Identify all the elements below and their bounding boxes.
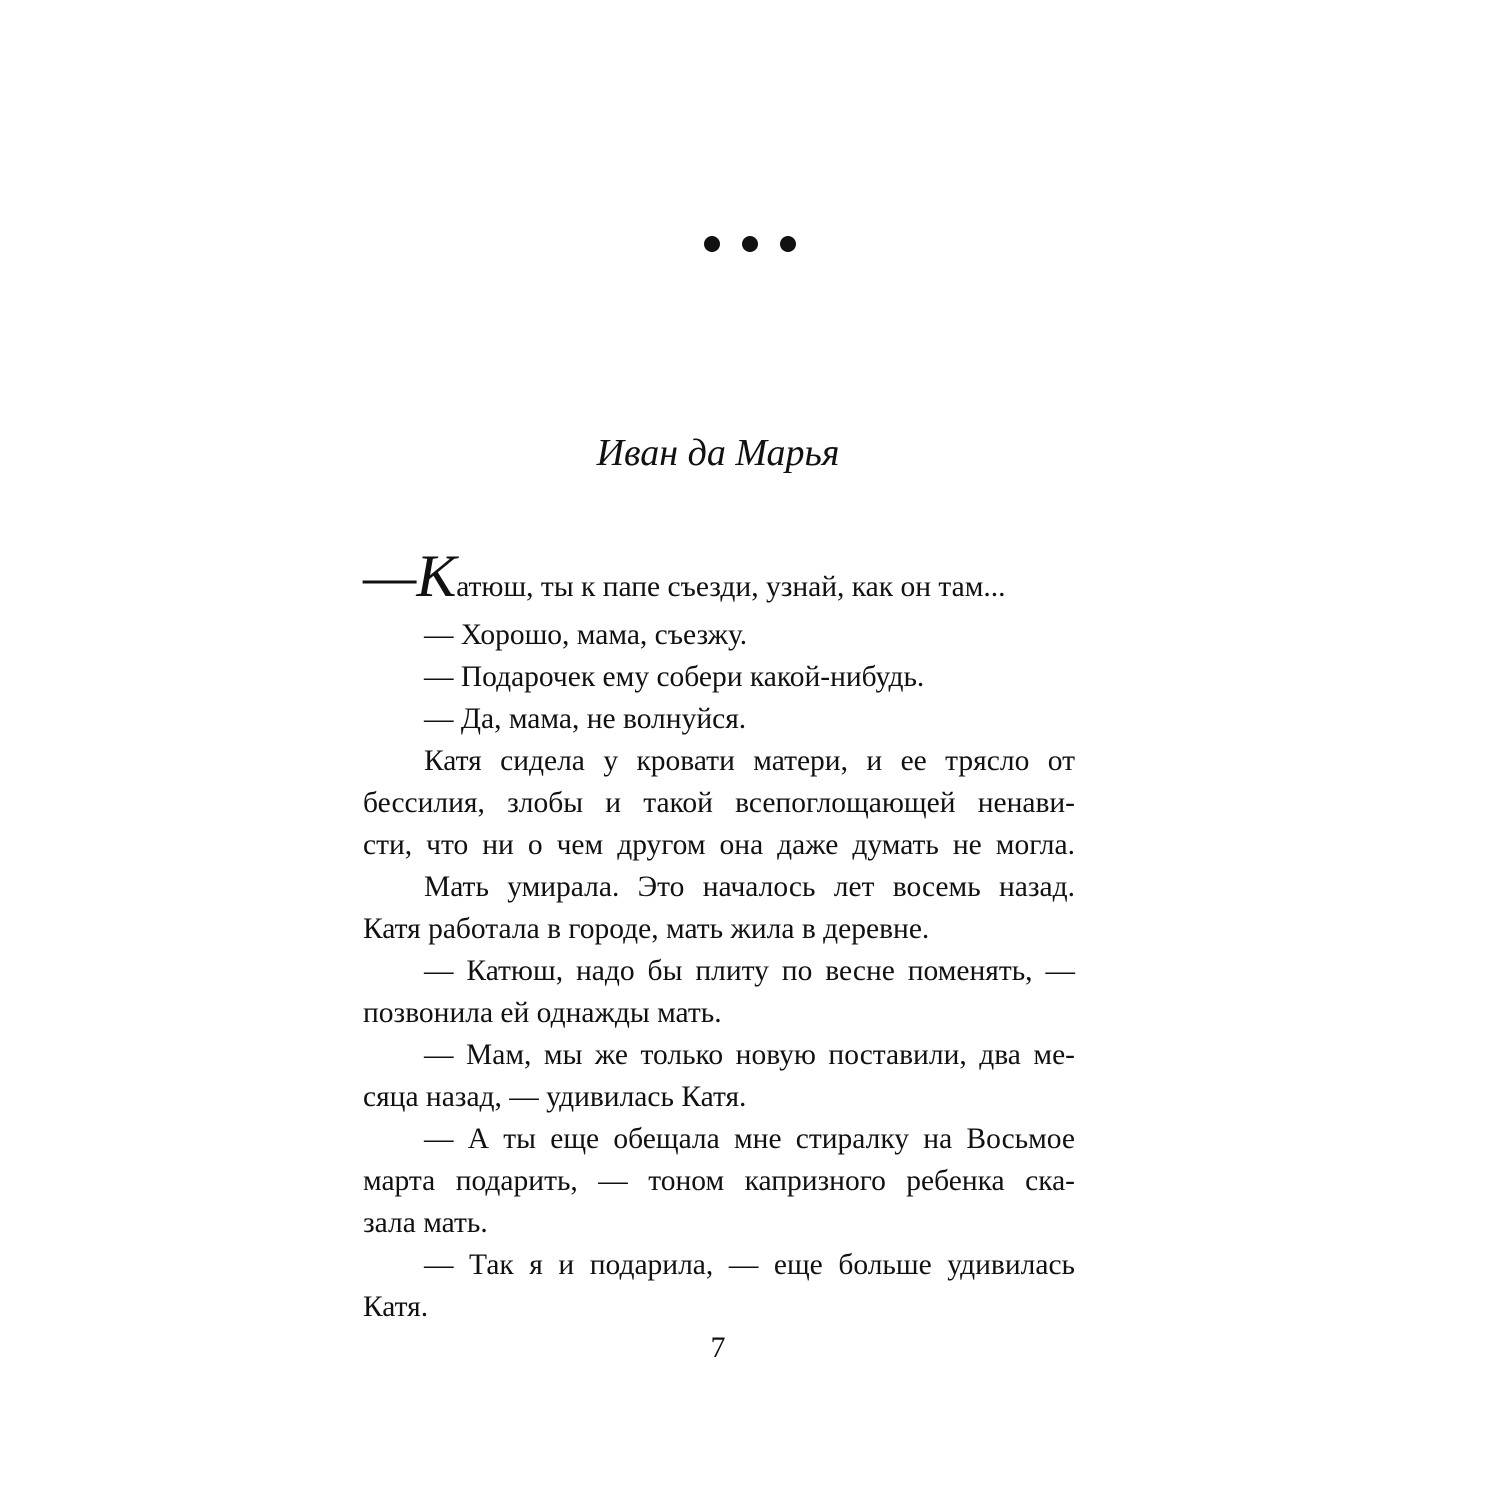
chapter-title: Иван да Марья xyxy=(596,432,840,474)
text-line-4: — Да, мама, не волнуйся. xyxy=(424,703,747,735)
ornament-dot-2 xyxy=(742,236,758,252)
text-line-11: позвонила ей однажды мать. xyxy=(363,997,722,1029)
drop-cap: —К xyxy=(363,543,457,609)
text-line-2: — Хорошо, мама, съезжу. xyxy=(424,619,748,651)
opening-line xyxy=(363,543,1075,614)
text-line-10: — Катюш, надо бы плиту по весне поменять, — xyxy=(424,955,1075,987)
section-ornament xyxy=(0,236,1500,252)
text-line-1: атюш, ты к папе съезди, узнай, как он там... xyxy=(456,571,1006,603)
text-line-6: бессилия, злобы и такой всепоглощающей ненави- xyxy=(363,787,1075,819)
ornament-dot-1 xyxy=(704,236,720,252)
text-line-8: Мать умирала. Это началось лет восемь назад. xyxy=(424,871,1075,903)
text-line-18: Катя. xyxy=(363,1291,429,1323)
text-line-13: сяца назад, — удивилась Катя. xyxy=(363,1081,747,1113)
text-line-3: — Подарочек ему собери какой-нибудь. xyxy=(424,661,925,693)
text-line-9: Катя работала в городе, мать жила в деревне. xyxy=(363,913,930,945)
ornament-dot-3 xyxy=(780,236,796,252)
text-line-7: сти, что ни о чем другом она даже думать не могла. xyxy=(363,829,1075,861)
text-line-16: зала мать. xyxy=(363,1207,488,1239)
text-line-15: марта подарить, — тоном капризного ребенка ска- xyxy=(363,1165,1075,1197)
text-line-14: — А ты еще обещала мне стиралку на Восьмое xyxy=(424,1123,1075,1155)
text-line-17: — Так я и подарила, — еще больше удивилась xyxy=(424,1249,1075,1281)
page-number: 7 xyxy=(710,1331,726,1364)
text-line-5: Катя сидела у кровати матери, и ее трясло от xyxy=(424,745,1075,777)
text-line-12: — Мам, мы же только новую поставили, два ме- xyxy=(424,1039,1075,1071)
body-text xyxy=(363,543,1075,1328)
